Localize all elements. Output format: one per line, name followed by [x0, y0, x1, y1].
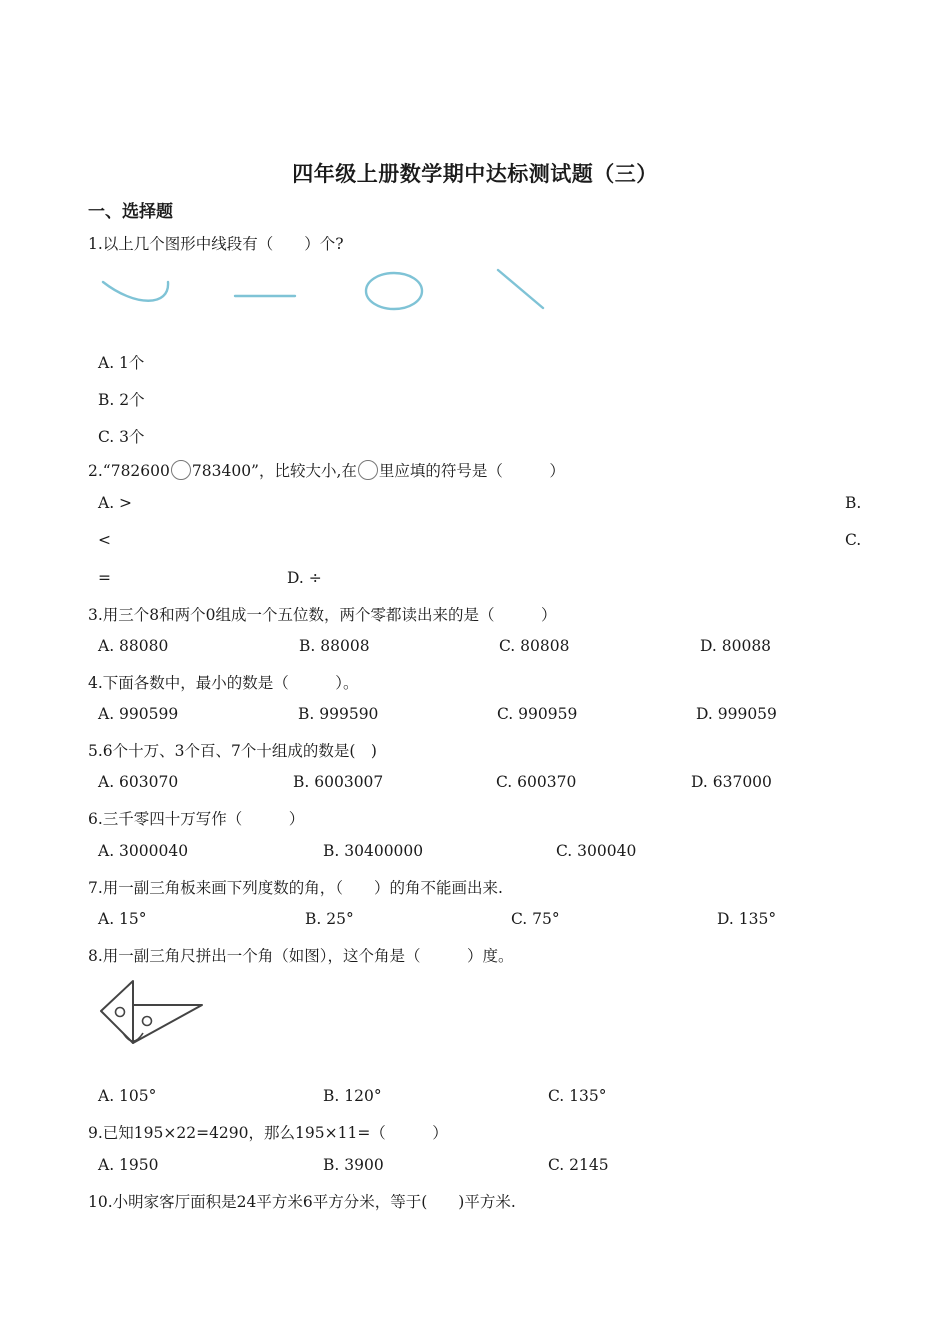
question-4-option-a[interactable]: A. 990599	[98, 705, 179, 723]
question-1-option-a[interactable]: A. 1个	[98, 354, 145, 372]
ellipse-shape	[366, 273, 422, 309]
question-4-option-d[interactable]: D. 999059	[696, 705, 777, 723]
hole-circle	[116, 1008, 125, 1017]
question-1-figure	[95, 262, 565, 322]
question-2-option-b-symbol[interactable]: <	[98, 531, 111, 549]
question-7-option-a[interactable]: A. 15°	[98, 910, 147, 928]
question-8-triangle-figure	[95, 975, 210, 1050]
question-5-option-c[interactable]: C. 600370	[496, 773, 577, 791]
question-9-text: 9.已知195×22=4290，那么195×11=（ ）	[88, 1124, 448, 1142]
question-2-part1: 2.“782600	[88, 462, 170, 480]
question-1-option-c[interactable]: C. 3个	[98, 428, 145, 446]
blank-circle	[171, 460, 191, 480]
curve-shape	[103, 282, 168, 301]
question-5-option-a[interactable]: A. 603070	[98, 773, 179, 791]
question-1-option-b[interactable]: B. 2个	[98, 391, 145, 409]
question-7-option-c[interactable]: C. 75°	[511, 910, 560, 928]
question-9-option-b[interactable]: B. 3900	[323, 1156, 384, 1174]
question-5-option-b[interactable]: B. 6003007	[293, 773, 384, 791]
question-2-option-a[interactable]: A. >	[98, 494, 133, 512]
question-6-option-b[interactable]: B. 30400000	[323, 842, 424, 860]
set-square-45	[101, 981, 133, 1043]
question-2-option-d[interactable]: D. ÷	[287, 569, 322, 587]
question-4-option-b[interactable]: B. 999590	[298, 705, 379, 723]
question-6-text: 6.三千零四十万写作（ ）	[88, 810, 305, 828]
question-6-option-a[interactable]: A. 3000040	[98, 842, 189, 860]
question-3-option-d[interactable]: D. 80088	[700, 637, 772, 655]
question-9-option-a[interactable]: A. 1950	[98, 1156, 159, 1174]
page-title: 四年级上册数学期中达标测试题（三）	[292, 161, 658, 186]
question-1-text: 1.以上几个图形中线段有（ ）个?	[88, 235, 344, 253]
question-10-text: 10.小明家客厅面积是24平方米6平方分米，等于( )平方米.	[88, 1193, 516, 1211]
question-6-option-c[interactable]: C. 300040	[556, 842, 637, 860]
question-7-option-d[interactable]: D. 135°	[717, 910, 777, 928]
question-2-part3: 里应填的符号是（ ）	[378, 462, 565, 480]
question-3-option-c[interactable]: C. 80808	[499, 637, 570, 655]
question-5-text: 5.6个十万、3个百、7个十组成的数是( )	[88, 742, 377, 760]
question-3-option-a[interactable]: A. 88080	[98, 637, 169, 655]
question-4-text: 4.下面各数中，最小的数是（ ）。	[88, 674, 359, 692]
question-8-option-b[interactable]: B. 120°	[323, 1087, 382, 1105]
question-3-text: 3.用三个8和两个0组成一个五位数，两个零都读出来的是（ ）	[88, 606, 557, 624]
question-9-option-c[interactable]: C. 2145	[548, 1156, 609, 1174]
question-2-option-b-label[interactable]: B.	[845, 494, 862, 512]
question-7-text: 7.用一副三角板来画下列度数的角，（ ）的角不能画出来.	[88, 879, 503, 897]
question-2-option-c-symbol[interactable]: =	[98, 569, 111, 587]
question-2-text	[88, 459, 565, 481]
question-8-text: 8.用一副三角尺拼出一个角（如图），这个角是（ ）度。	[88, 947, 514, 965]
blank-circle	[358, 460, 378, 480]
hole-circle	[143, 1017, 152, 1026]
question-3-option-b[interactable]: B. 88008	[299, 637, 370, 655]
question-2-option-c-label[interactable]: C.	[845, 531, 862, 549]
question-4-option-c[interactable]: C. 990959	[497, 705, 578, 723]
question-8-option-a[interactable]: A. 105°	[98, 1087, 157, 1105]
question-8-option-c[interactable]: C. 135°	[548, 1087, 607, 1105]
question-7-option-b[interactable]: B. 25°	[305, 910, 354, 928]
question-2-part2: 783400”，比较大小,在	[191, 462, 357, 480]
question-5-option-d[interactable]: D. 637000	[691, 773, 772, 791]
slanted-segment-shape	[498, 270, 543, 308]
section-heading-multiple-choice: 一、选择题	[88, 202, 173, 222]
